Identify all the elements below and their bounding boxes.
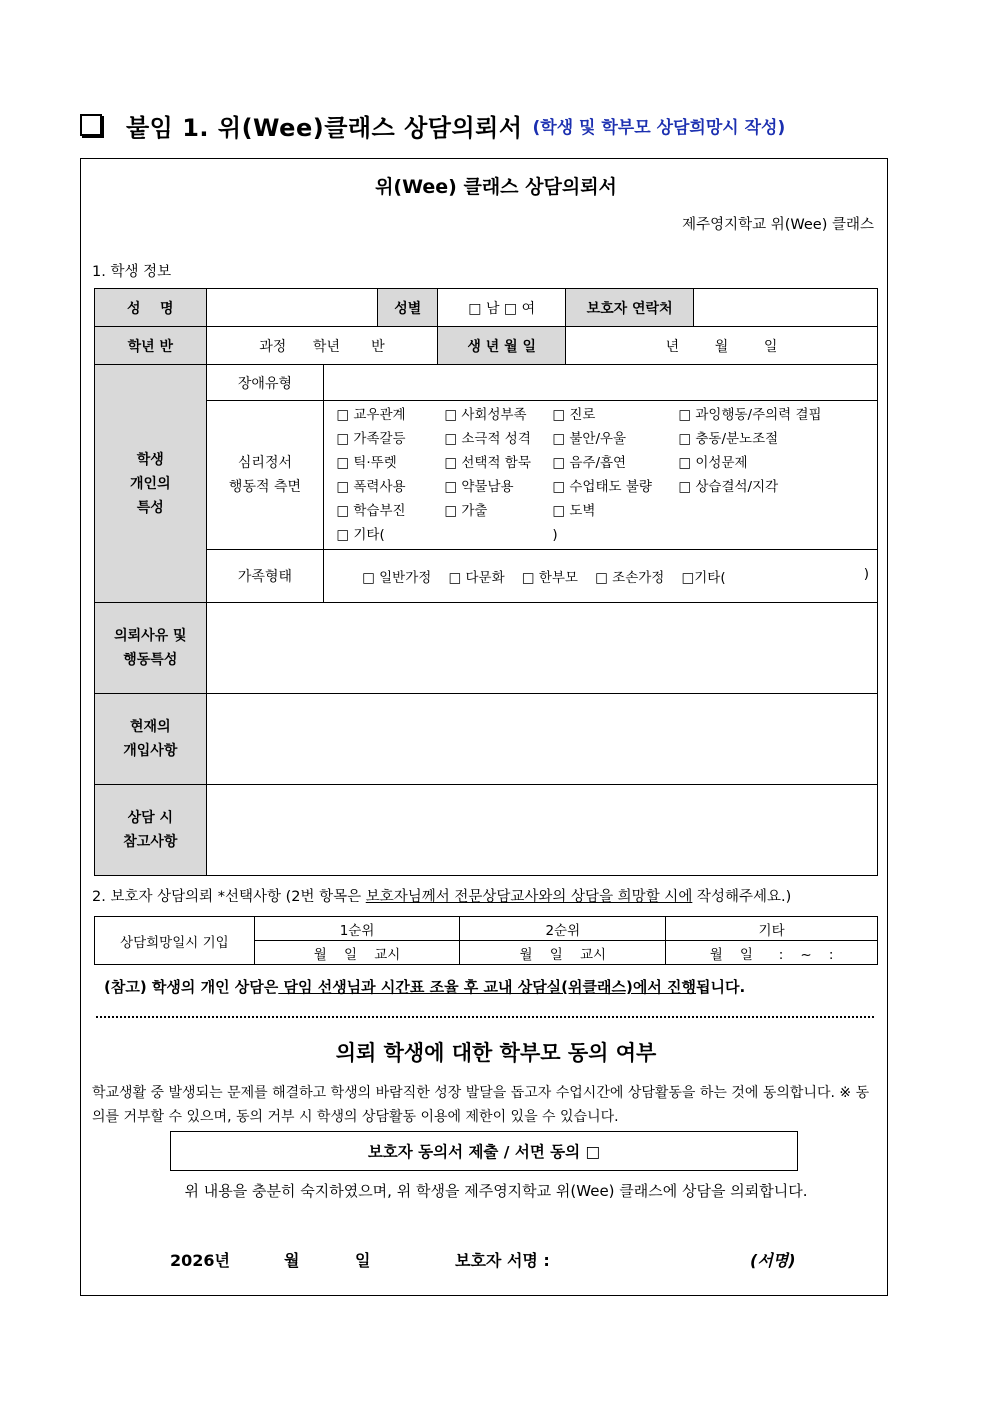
reference-label: 상담 시 참고사항 [95,785,207,876]
name-label: 성 명 [95,289,207,327]
grade-label: 학년 반 [95,327,207,365]
checkbox-icon [80,114,102,136]
family-label: 가족형태 [206,550,324,603]
consent-title: 의뢰 학생에 대한 학부모 동의 여부 [335,1041,657,1065]
signature-month: 월 [284,1251,300,1270]
reference-note: (참고) 학생의 개인 상담은 담임 선생님과 시간표 조율 후 교내 상담실(위클래스)에서 진행됩니다. [104,978,746,996]
student-info-table [94,288,878,876]
consent-box-label: 보호자 동의서 제출 / 서면 동의 □ [367,1143,601,1161]
reason-field[interactable] [206,603,877,694]
school-name: 제주영지학교 위(Wee) 클래스 [682,217,874,233]
counseling-schedule-table [94,916,878,965]
birth-label: 생 년 월 일 [438,327,566,365]
page-subtitle: (학생 및 학부모 상담희망시 작성) [532,117,786,138]
priority2-field[interactable]: 월 일 교시 [460,941,666,965]
page-header [80,108,785,142]
reference-field[interactable] [206,785,877,876]
priority2-header: 2순위 [460,917,666,941]
guardian-contact-field[interactable] [694,289,878,327]
current-intervention-field[interactable] [206,694,877,785]
priority1-header: 1순위 [254,917,460,941]
current-intervention-label: 현재의 개입사항 [95,694,207,785]
psych-row: □ 폭력사용 □ 약물남용 □ 수업태도 불량 □ 상습결석/지각 [336,479,779,495]
gender-options[interactable]: □ 남 □ 여 [438,289,566,327]
other-field[interactable]: 월 일 : ~ : [666,941,878,965]
name-field[interactable] [206,289,378,327]
birth-field[interactable]: 년 월 일 [566,327,878,365]
confirmation-text: 위 내용을 충분히 숙지하였으며, 위 학생을 제주영지학교 위(Wee) 클래스에 상담을 의뢰합니다. [184,1182,808,1200]
disability-label: 장애유형 [206,365,324,401]
gender-label: 성별 [378,289,438,327]
psych-row: □ 학습부진 □ 가출 □ 도벽 [336,503,596,519]
disability-field[interactable] [324,365,878,401]
signature-field[interactable]: (서명) [750,1251,796,1270]
psych-row: □ 가족갈등 □ 소극적 성격 □ 불안/우울 □ 충동/분노조절 [336,431,779,447]
signature-year: 2026년 [170,1251,230,1270]
page-title: 붙임 1. 위(Wee)클래스 상담의뢰서 [126,113,523,142]
family-options[interactable]: □ 일반가정 □ 다문화 □ 한부모 □ 조손가정 □기타( ) [324,550,878,603]
schedule-label: 상담희망일시 기입 [95,917,255,965]
consent-paragraph: 학교생활 중 발생되는 문제를 해결하고 학생의 바람직한 성장 발달을 돕고자 수업시간에 상담활동을 하는 것에 동의합니다. ※ 동의를 거부할 수 있으며, 동의 거부 시 학생의 상담활동 이용에 제한이 있을 수 있습니다. [92,1085,870,1125]
personal-traits-label: 학생 개인의 특성 [95,365,207,603]
dotted-divider [96,1016,874,1018]
psych-row: □ 교우관계 □ 사회성부족 □ 진로 □ 과잉행동/주의력 결핍 [336,407,822,423]
document-title: 위(Wee) 클래스 상담의뢰서 [375,176,617,198]
reason-label: 의뢰사유 및 행동특성 [95,603,207,694]
priority1-field[interactable]: 월 일 교시 [254,941,460,965]
section2-heading: 2. 보호자 상담의뢰 *선택사항 (2번 항목은 보호자님께서 전문상담교사와의 상담을 희망할 시에 작성해주세요.) [92,889,792,905]
section1-heading: 1. 학생 정보 [92,264,172,280]
other-header: 기타 [666,917,878,941]
guardian-contact-label: 보호자 연락처 [566,289,694,327]
grade-field[interactable]: 과정 학년 반 [206,327,438,365]
psych-checklist[interactable] [324,401,878,550]
signature-day: 일 [355,1251,371,1270]
psych-label: 심리정서 행동적 측면 [206,401,324,550]
consent-checkbox-box[interactable] [170,1131,798,1171]
psych-row: □ 기타( ) [336,527,558,543]
guardian-signature-label: 보호자 서명 : [455,1251,550,1270]
psych-row: □ 틱·뚜렛 □ 선택적 함묵 □ 음주/흡연 □ 이성문제 [336,455,748,471]
